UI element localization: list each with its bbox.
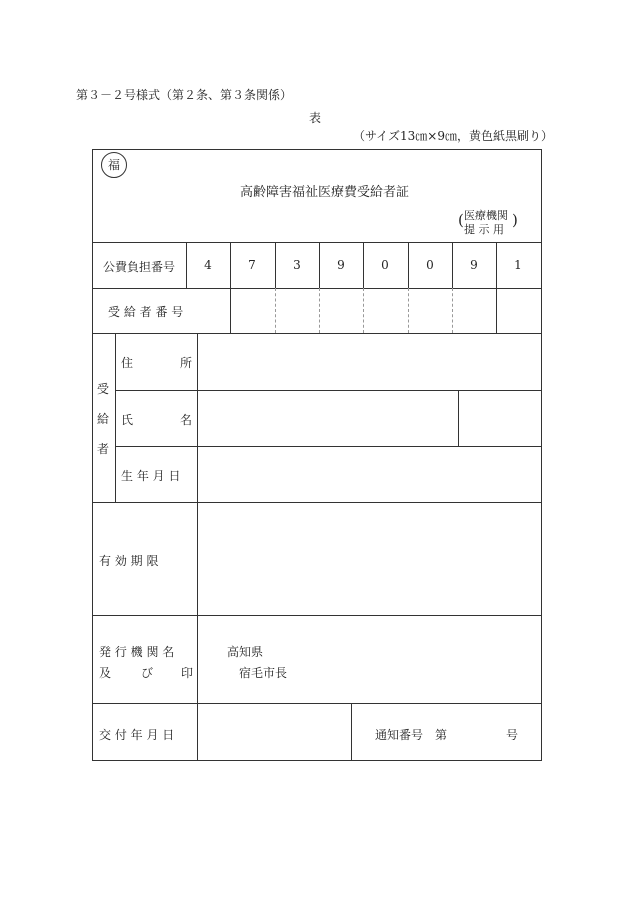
public-burden-digit: 0 (381, 258, 389, 272)
address-label-start: 住 (121, 356, 134, 370)
public-burden-digit: 9 (470, 258, 478, 272)
issuer-prefecture: 高知県 (227, 645, 264, 659)
medical-institution-note (458, 206, 520, 234)
public-burden-digit: 1 (514, 258, 522, 272)
left-brace: ( (458, 211, 464, 229)
medical-note-line2: 提 示 用 (464, 223, 504, 236)
notice-number-prefix: 第 (435, 728, 448, 742)
public-burden-digit: 9 (337, 258, 345, 272)
issue-date-label: 交 付 年 月 日 (99, 728, 175, 742)
name-label-start: 氏 (121, 413, 134, 427)
right-brace: ) (512, 211, 518, 229)
address-label-end: 所 (180, 356, 193, 370)
recipient-group-char: 者 (96, 442, 109, 456)
form-number: 第３－２号様式（第２条、第３条関係） (76, 88, 293, 102)
validity-period-label: 有 効 期 限 (99, 554, 159, 568)
recipient-group-char: 受 (96, 382, 109, 396)
birthdate-label: 生 年 月 日 (121, 469, 181, 483)
issuer-label-and: 及 (99, 666, 112, 680)
issuer-label-line1: 発 行 機 関 名 (99, 645, 175, 659)
medical-note-line1: 医療機関 (464, 209, 508, 222)
certificate-title: 高齢障害福祉医療費受給者証 (240, 185, 410, 200)
notice-number-label: 通知番号 (375, 728, 424, 742)
public-burden-digit: 0 (426, 258, 434, 272)
welfare-stamp-mark: 福 (101, 152, 127, 178)
issuer-mayor: 宿毛市長 (239, 666, 288, 680)
public-burden-digit: 3 (293, 258, 301, 272)
recipient-number-label: 受 給 者 番 号 (108, 305, 184, 319)
issuer-label-seal: 印 (181, 666, 194, 680)
size-note: （サイズ13㎝×9㎝，黄色紙黒刷り） (353, 129, 554, 143)
public-burden-digit: 4 (204, 258, 212, 272)
name-label-end: 名 (180, 413, 193, 427)
notice-number-suffix: 号 (506, 728, 519, 742)
issuer-label-bi: び (141, 666, 154, 680)
public-burden-number-label: 公費負担番号 (103, 260, 176, 274)
recipient-group-char: 給 (96, 412, 109, 426)
side-label: 表 (309, 111, 322, 125)
public-burden-digit: 7 (248, 258, 256, 272)
